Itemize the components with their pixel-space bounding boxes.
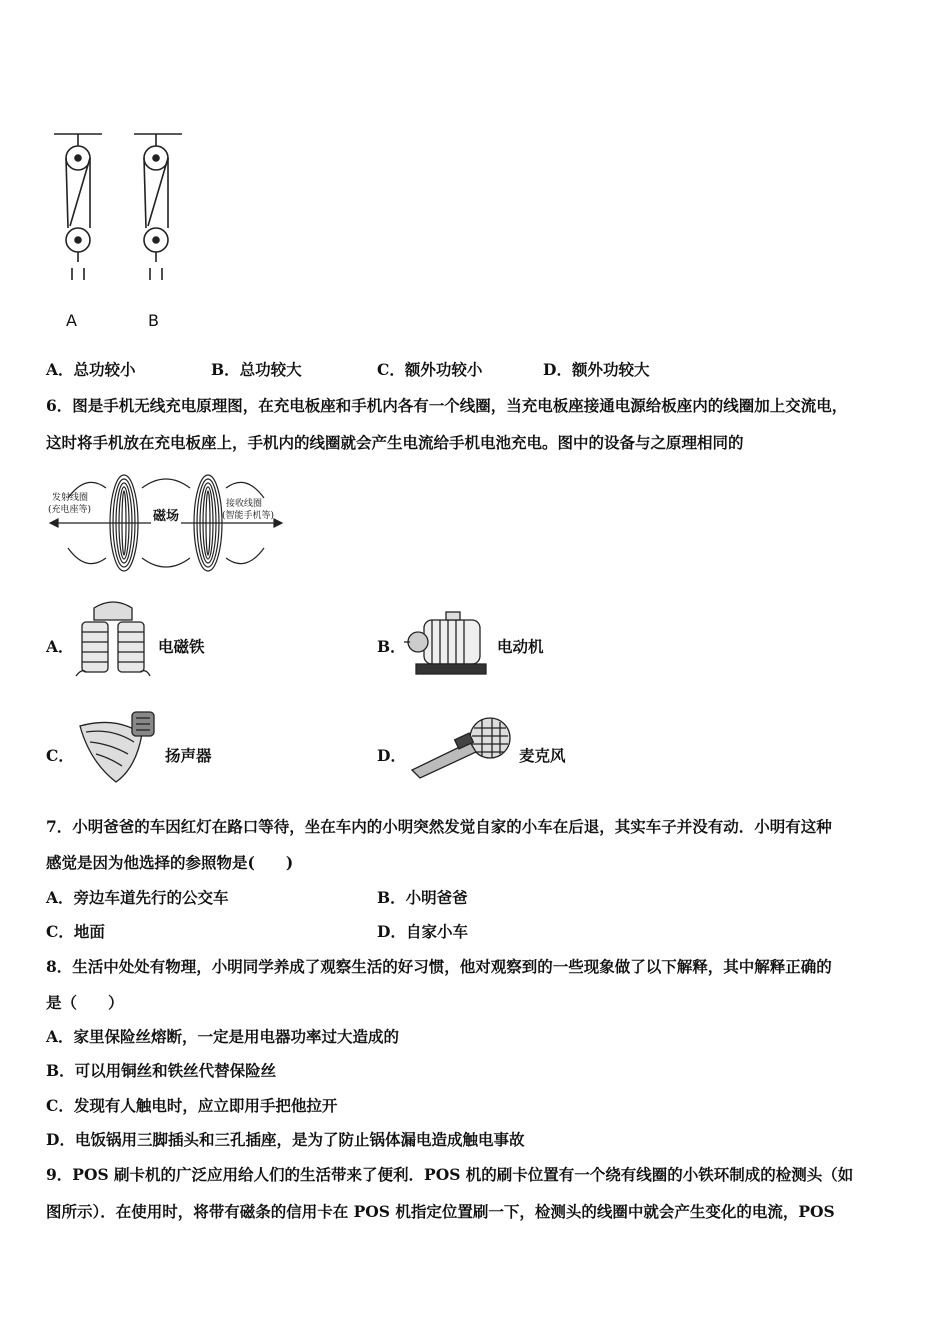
q8-text-line2: 是（ ） [46,993,124,1012]
q6-option-a-name[interactable]: 电磁铁 [158,637,205,656]
q6-text-line1: 6．图是手机无线充电原理图，在充电板座和手机内各有一个线圈，当充电板座接通电源给板座内的线圈加上交流电， [46,396,848,415]
q6-option-c-name[interactable]: 扬声器 [165,746,212,765]
q9-text-line1: 9．POS 刷卡机的广泛应用给人们的生活带来了便利．POS 机的刷卡位置有一个绕有线圈的小铁环制成的检测头（如 [46,1165,854,1184]
rx-coil-label-1: 接收线圈 [226,499,263,509]
q5-option-b[interactable]: B．总功较大 [211,360,302,379]
pulley-label-b: B [148,311,159,330]
q5-option-a[interactable]: A．总功较小 [46,360,136,379]
q5-option-c[interactable]: C．额外功较小 [377,360,483,379]
magnetic-field-label: 磁场 [151,505,181,524]
tx-coil-label-2: (充电座等) [48,505,92,515]
q6-option-b-name[interactable]: 电动机 [497,637,544,656]
q7-text-line1: 7．小明爸爸的车因红灯在路口等待，坐在车内的小明突然发觉自家的小车在后退，其实车子并没有动．小明有这种 [46,817,832,836]
q6-text-line2: 这时将手机放在充电板座上，手机内的线圈就会产生电流给手机电池充电。图中的设备与之原理相同的 [46,433,744,452]
tx-coil-label-1: 发射线圈 [52,493,89,503]
q7-option-a[interactable]: A．旁边车道先行的公交车 [46,888,229,907]
q8-option-d[interactable]: D．电饭锅用三脚插头和三孔插座，是为了防止锅体漏电造成触电事故 [46,1130,525,1149]
q6-option-d-name[interactable]: 麦克风 [519,746,566,765]
q8-text-line1: 8．生活中处处有物理，小明同学养成了观察生活的好习惯，他对观察到的一些现象做了以下解释，其中解释正确的 [46,957,832,976]
q7-text-line2: 感觉是因为他选择的参照物是( ) [46,853,294,872]
q7-option-b[interactable]: B．小明爸爸 [377,888,468,907]
q6-option-d-letter[interactable]: D． [377,746,406,765]
q7-option-d[interactable]: D．自家小车 [377,922,468,941]
q7-option-c[interactable]: C．地面 [46,922,105,941]
q6-option-a-letter[interactable]: A． [46,637,74,656]
q5-option-d[interactable]: D．额外功较大 [543,360,650,379]
q8-option-c[interactable]: C．发现有人触电时，应立即用手把他拉开 [46,1096,338,1115]
microphone-image [406,714,516,782]
q6-option-c-letter[interactable]: C． [46,746,74,765]
electromagnet-image [72,600,154,680]
pulley-diagram [50,128,190,338]
q8-option-b[interactable]: B．可以用铜丝和铁丝代替保险丝 [46,1061,277,1080]
q9-text-line2: 图所示）．在使用时，将带有磁条的信用卡在 POS 机指定位置刷一下，检测头的线圈中就会产生变化的电流，POS [46,1202,835,1221]
speaker-image [76,708,160,786]
rx-coil-label-2: (智能手机等) [222,511,275,521]
q8-option-a[interactable]: A．家里保险丝熔断，一定是用电器功率过大造成的 [46,1027,400,1046]
electric-motor-image [404,610,494,682]
pulley-label-a: A [66,311,77,330]
q6-option-b-letter[interactable]: B． [377,637,406,656]
wireless-charging-diagram [46,468,286,578]
